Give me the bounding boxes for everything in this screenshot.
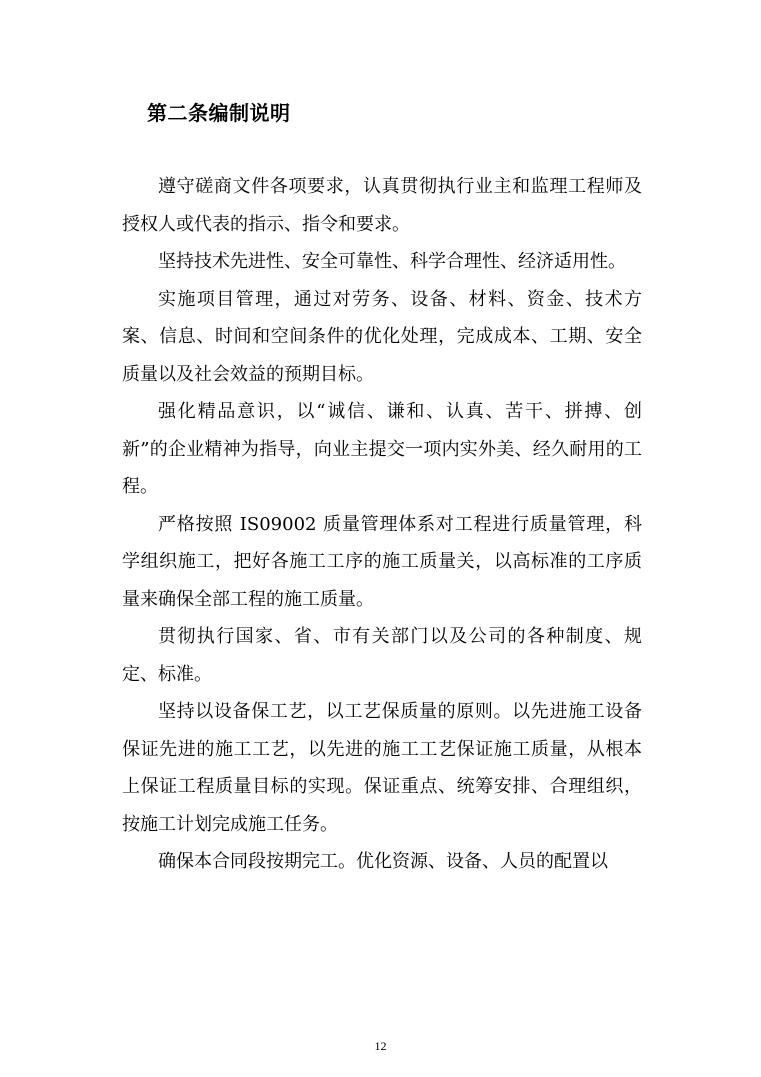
paragraph-iso-quality: 严格按照 IS09002 质量管理体系对工程进行质量管理，科学组织施工，把好各施工工序的施工质量关，以高标准的工序质量来确保全部工程的施工质量。	[122, 513, 642, 610]
paragraph-equipment-process: 坚持以设备保工艺，以工艺保质量的原则。以先进施工设备保证先进的施工工艺，以先进的施工工艺保证施工质量，从根本上保证工程质量目标的实现。保证重点、统筹安排、合理组织，按施工计划完成施工任务。	[122, 701, 642, 835]
paragraph-requirements: 遵守磋商文件各项要求，认真贯彻执行业主和监理工程师及授权人或代表的指示、指令和要求。	[122, 176, 642, 235]
paragraph-principles: 坚持技术先进性、安全可靠性、科学合理性、经济适用性。	[158, 251, 626, 272]
paragraph-regulations: 贯彻执行国家、省、市有关部门以及公司的各种制度、规定、标准。	[122, 626, 642, 685]
paragraph-schedule: 确保本合同段按期完工。优化资源、设备、人员的配置以	[158, 851, 608, 872]
page-number: 12	[374, 1039, 387, 1053]
section-heading: 第二条编制说明	[147, 101, 291, 125]
paragraph-project-management: 实施项目管理，通过对劳务、设备、材料、资金、技术方案、信息、时间和空间条件的优化处理，完成成本、工期、安全质量以及社会效益的预期目标。	[122, 288, 642, 385]
body-text	[122, 168, 642, 881]
paragraph-quality-awareness: 强化精品意识，以“诚信、谦和、认真、苦干、拼搏、创新”的企业精神为指导，向业主提交一项内实外美、经久耐用的工程。	[122, 401, 642, 497]
